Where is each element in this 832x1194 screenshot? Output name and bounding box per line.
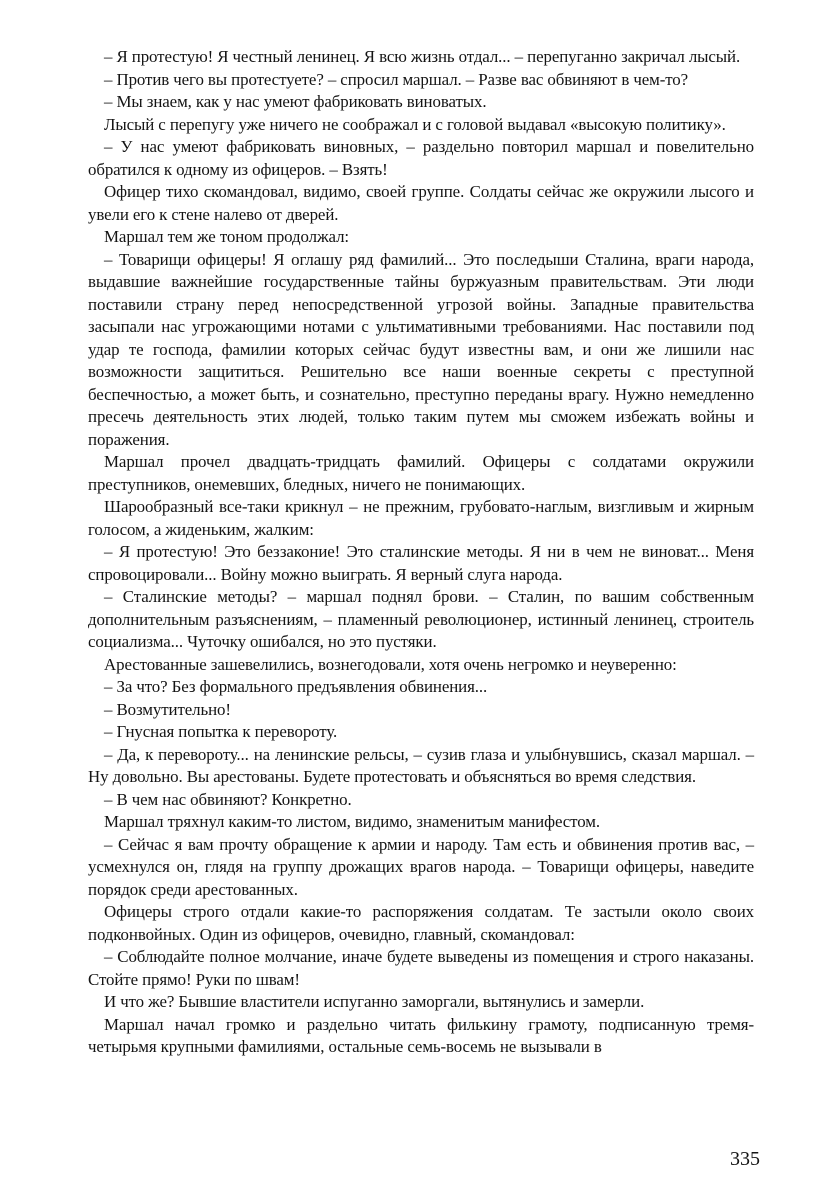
book-page-text <box>88 46 754 1059</box>
paragraph: – Сталинские методы? – маршал поднял брови. – Сталин, по вашим собственным дополнительным разъяснениям, – пламенный революционер, истинный ленинец, строитель социализма... Чуточку ошибался, но это пустяки. <box>88 587 754 651</box>
paragraph: – Гнусная попытка к перевороту. <box>104 722 338 741</box>
paragraph: – У нас умеют фабриковать виновных, – раздельно повторил маршал и повелительно обратился к одному из офицеров. – Взять! <box>88 137 754 179</box>
paragraph: – Сейчас я вам прочту обращение к армии и народу. Там есть и обвинения против вас, – усмехнулся он, глядя на группу дрожащих врагов народа. – Товарищи офицеры, наведите порядок среди арестованных. <box>88 834 754 899</box>
paragraph: Маршал начал громко и раздельно читать филькину грамоту, подписанную тремя-четырьмя крупными фамилиями, остальные семь-восемь не вызывали в <box>88 1014 754 1056</box>
paragraph: Маршал прочел двадцать-тридцать фамилий. Офицеры с солдатами окружили преступников, онемевших, бледных, ничего не понимающих. <box>88 452 754 494</box>
paragraph: Шарообразный все-таки крикнул – не прежним, грубовато-наглым, визгливым и жирным голосом, а жиденьким, жалким: <box>88 497 754 539</box>
paragraph: Арестованные зашевелились, вознегодовали, хотя очень негромко и неуверенно: <box>104 654 677 674</box>
paragraph: – Я протестую! Я честный ленинец. Я всю жизнь отдал... – перепуганно закричал лысый. <box>104 47 741 66</box>
paragraph: Маршал тем же тоном продолжал: <box>104 227 350 246</box>
paragraph: И что же? Бывшие властители испуганно заморгали, вытянулись и замерли. <box>104 992 645 1011</box>
paragraph: – Товарищи офицеры! Я оглашу ряд фамилий... Это последыши Сталина, враги народа, выдавшие важнейшие государственные тайны буржуазным правительствам. Эти люди поставили страну перед непосредственной угрозой войны. Западные правительства засыпали нас угрожающими нотами с ультимативными требованиями. Нас поставили под удар те господа, фамилии которых сейчас будут известны вам, и они же лишили нас возможности защититься. Решительно все наши военные секреты с преступной беспечностью, а может быть, и сознательно, преступно переданы врагу. Нужно немедленно пресечь деятельность этих людей, только таким путем мы сможем избежать войны и поражения. <box>88 249 754 449</box>
paragraph: – Против чего вы протестуете? – спросил маршал. – Разве вас обвиняют в чем-то? <box>104 69 689 89</box>
paragraph: Офицер тихо скомандовал, видимо, своей группе. Солдаты сейчас же окружили лысого и увели его к стене налево от дверей. <box>88 182 754 224</box>
paragraph: – В чем нас обвиняют? Конкретно. <box>104 789 352 809</box>
paragraph: – Я протестую! Это беззаконие! Это сталинские методы. Я ни в чем не виноват... Меня спровоцировали... Войну можно выиграть. Я верный слуга народа. <box>88 542 754 584</box>
paragraph: – За что? Без формального предъявления обвинения... <box>104 677 488 696</box>
paragraph: Маршал тряхнул каким-то листом, видимо, знаменитым манифестом. <box>104 812 600 831</box>
paragraph: Офицеры строго отдали какие-то распоряжения солдатам. Те застыли около своих подконвойных. Один из офицеров, очевидно, главный, скомандовал: <box>88 902 754 944</box>
paragraph: – Мы знаем, как у нас умеют фабриковать виноватых. <box>104 92 487 111</box>
paragraph: Лысый с перепугу уже ничего не соображал и с головой выдавал «высокую политику». <box>104 114 726 134</box>
paragraph: – Да, к перевороту... на ленинские рельсы, – сузив глаза и улыбнувшись, сказал маршал. – Ну довольно. Вы арестованы. Будете протестовать и объясняться во время следствия. <box>88 744 754 786</box>
page-number: 335 <box>730 1148 760 1170</box>
paragraph: – Соблюдайте полное молчание, иначе будете выведены из помещения и строго наказаны. Стойте прямо! Руки по швам! <box>88 947 754 989</box>
paragraph: – Возмутительно! <box>104 699 231 719</box>
